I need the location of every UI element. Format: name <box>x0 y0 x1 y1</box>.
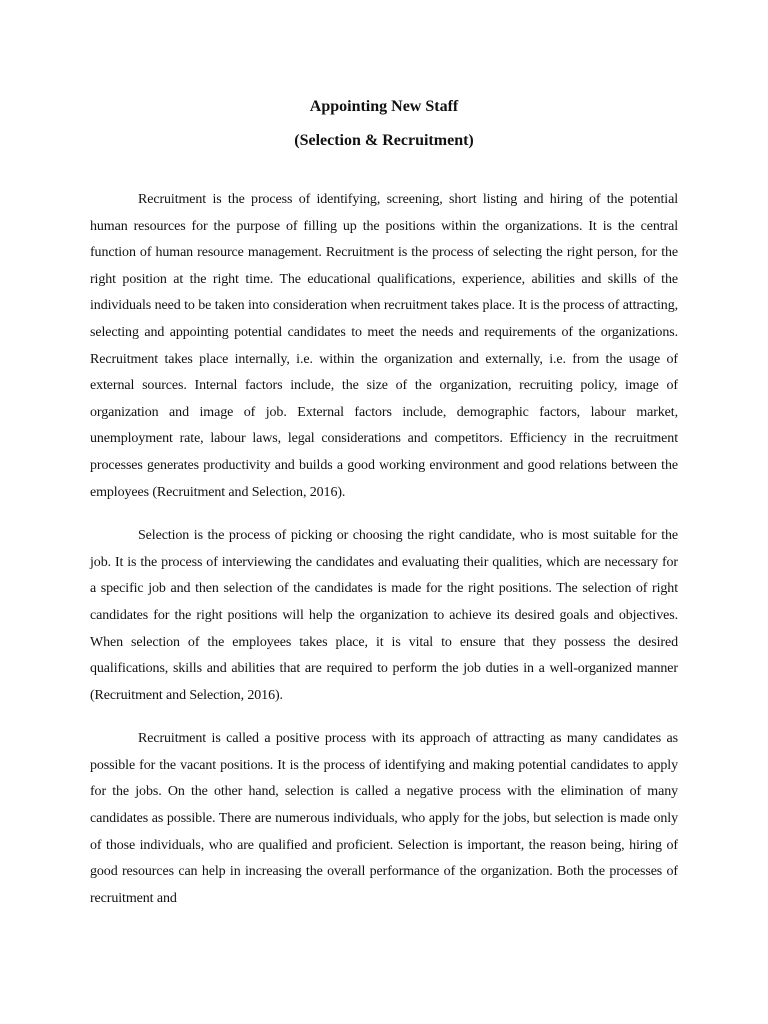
title-block <box>0 90 768 158</box>
document-body <box>90 187 678 929</box>
paragraph-recruitment: Recruitment is the process of identifying, screening, short listing and hiring of the potential human resources for the purpose of filling up the positions within the organizations. It is the central function of human resource management. Recruitment is the process of selecting the right person, for the right position at the right time. The educational qualifications, experience, abilities and skills of the individuals need to be taken into consideration when recruitment takes place. It is the process of attracting, selecting and appointing potential candidates to meet the needs and requirements of the organizations. Recruitment takes place internally, i.e. within the organization and externally, i.e. from the usage of external sources. Internal factors include, the size of the organization, recruiting policy, image of organization and image of job. External factors include, demographic factors, labour market, unemployment rate, labour laws, legal considerations and competitors. Efficiency in the recruitment processes generates productivity and builds a good working environment and good relations between the employees (Recruitment and Selection, 2016). <box>90 192 678 500</box>
paragraph-comparison: Recruitment is called a positive process with its approach of attracting as many candidates as possible for the vacant positions. It is the process of identifying and making potential candidates to apply for the jobs. On the other hand, selection is called a negative process with the elimination of many candidates as possible. There are numerous individuals, who apply for the jobs, but selection is made only of those individuals, who are qualified and proficient. Selection is important, the reason being, hiring of good resources can help in increasing the overall performance of the organization. Both the processes of recruitment and <box>90 731 678 906</box>
document-title: Appointing New Staff <box>309 98 459 115</box>
document-subtitle: (Selection & Recruitment) <box>294 132 474 149</box>
paragraph-selection: Selection is the process of picking or choosing the right candidate, who is most suitable for the job. It is the process of interviewing the candidates and evaluating their qualities, which are necessary for a specific job and then selection of the candidates is made for the right positions. The selection of right candidates for the right positions will help the organization to achieve its desired goals and objectives. When selection of the employees takes place, it is vital to ensure that they possess the desired qualifications, skills and abilities that are required to perform the job duties in a well-organized manner (Recruitment and Selection, 2016). <box>90 528 678 703</box>
